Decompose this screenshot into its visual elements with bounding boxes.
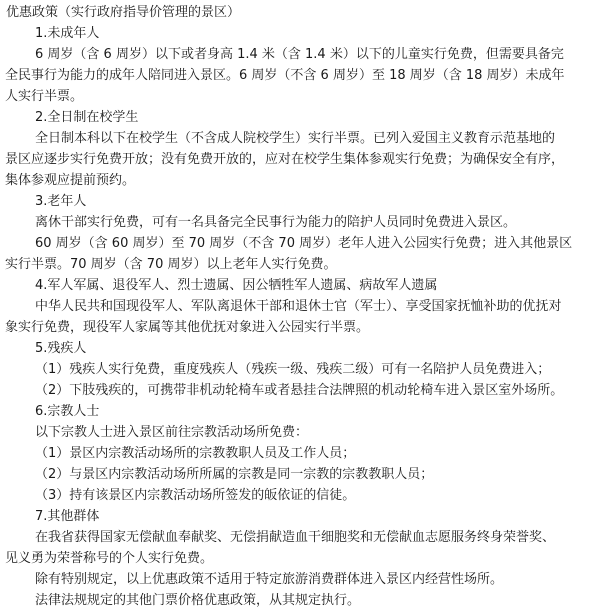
paragraph-line: 中华人民共和国现役军人、军队离退休干部和退休士官（军士）、享受国家抚恤补助的优抚对: [35, 299, 562, 314]
paragraph-line: 在我省获得国家无偿献血奉献奖、无偿捐献造血干细胞奖和无偿献血志愿服务终身荣誉奖、: [35, 530, 556, 545]
list-item: （3）持有该景区内宗教活动场所签发的皈依证的信徒。: [35, 488, 356, 503]
paragraph-line: 以下宗教人士进入景区前往宗教活动场所免费：: [35, 425, 309, 440]
paragraph-line: 人实行半票。: [5, 89, 84, 104]
paragraph-line: 实行半票。70 周岁（含 70 周岁）以上老年人实行免费。: [5, 257, 337, 272]
list-item: （2）与景区内宗教活动场所所属的宗教是同一宗教的宗教教职人员；: [35, 467, 434, 482]
section-heading-students: 2.全日制在校学生: [35, 110, 139, 125]
section-heading-religious: 6.宗教人士: [35, 404, 100, 419]
list-item: （2）下肢残疾的，可携带非机动轮椅车或者悬挂合法牌照的机动轮椅车进入景区室外场所。: [35, 383, 564, 398]
section-heading-military: 4.军人军属、退役军人、烈士遗属、因公牺牲军人遗属、病故军人遗属: [35, 278, 438, 293]
paragraph-line: 集体参观应提前预约。: [5, 173, 136, 188]
section-heading-other-groups: 7.其他群体: [35, 509, 100, 524]
policy-document: [5, 2, 603, 611]
paragraph-line: 离休干部实行免费，可有一名具备完全民事行为能力的陪护人员同时免费进入景区。: [35, 215, 517, 230]
list-item: （1）景区内宗教活动场所的宗教教职人员及工作人员；: [35, 446, 356, 461]
section-heading-minors: 1.未成年人: [35, 26, 100, 41]
paragraph-line: 6 周岁（含 6 周岁）以下或者身高 1.4 米（含 1.4 米）以下的儿童实行免费，但需要具备完: [35, 47, 564, 62]
paragraph-line: 全日制本科以下在校学生（不含成人院校学生）实行半票。已列入爱国主义教育示范基地的: [35, 131, 556, 146]
paragraph-line: 除有特别规定，以上优惠政策不适用于特定旅游消费群体进入景区内经营性场所。: [35, 572, 504, 587]
document-title: 优惠政策（实行政府指导价管理的景区）: [6, 5, 241, 20]
section-heading-disabled: 5.残疾人: [35, 341, 87, 356]
paragraph-line: 法律法规规定的其他门票价格优惠政策，从其规定执行。: [35, 593, 361, 608]
section-heading-seniors: 3.老年人: [35, 194, 87, 209]
paragraph-line: 60 周岁（含 60 周岁）至 70 周岁（不含 70 周岁）老年人进入公园实行免费；进入其他景区: [35, 236, 573, 251]
paragraph-line: 全民事行为能力的成年人陪同进入景区。6 周岁（不含 6 周岁）至 18 周岁（含 18 周岁）未成年: [5, 68, 565, 83]
paragraph-line: 见义勇为荣誉称号的个人实行免费。: [5, 551, 214, 566]
paragraph-line: 景区应逐步实行免费开放；没有免费开放的，应对在校学生集体参观实行免费；为确保安全有序，: [5, 152, 565, 167]
paragraph-line: 象实行免费，现役军人家属等其他优抚对象进入公园实行半票。: [5, 320, 370, 335]
list-item: （1）残疾人实行免费，重度残疾人（残疾一级、残疾二级）可有一名陪护人员免费进入；: [35, 362, 551, 377]
